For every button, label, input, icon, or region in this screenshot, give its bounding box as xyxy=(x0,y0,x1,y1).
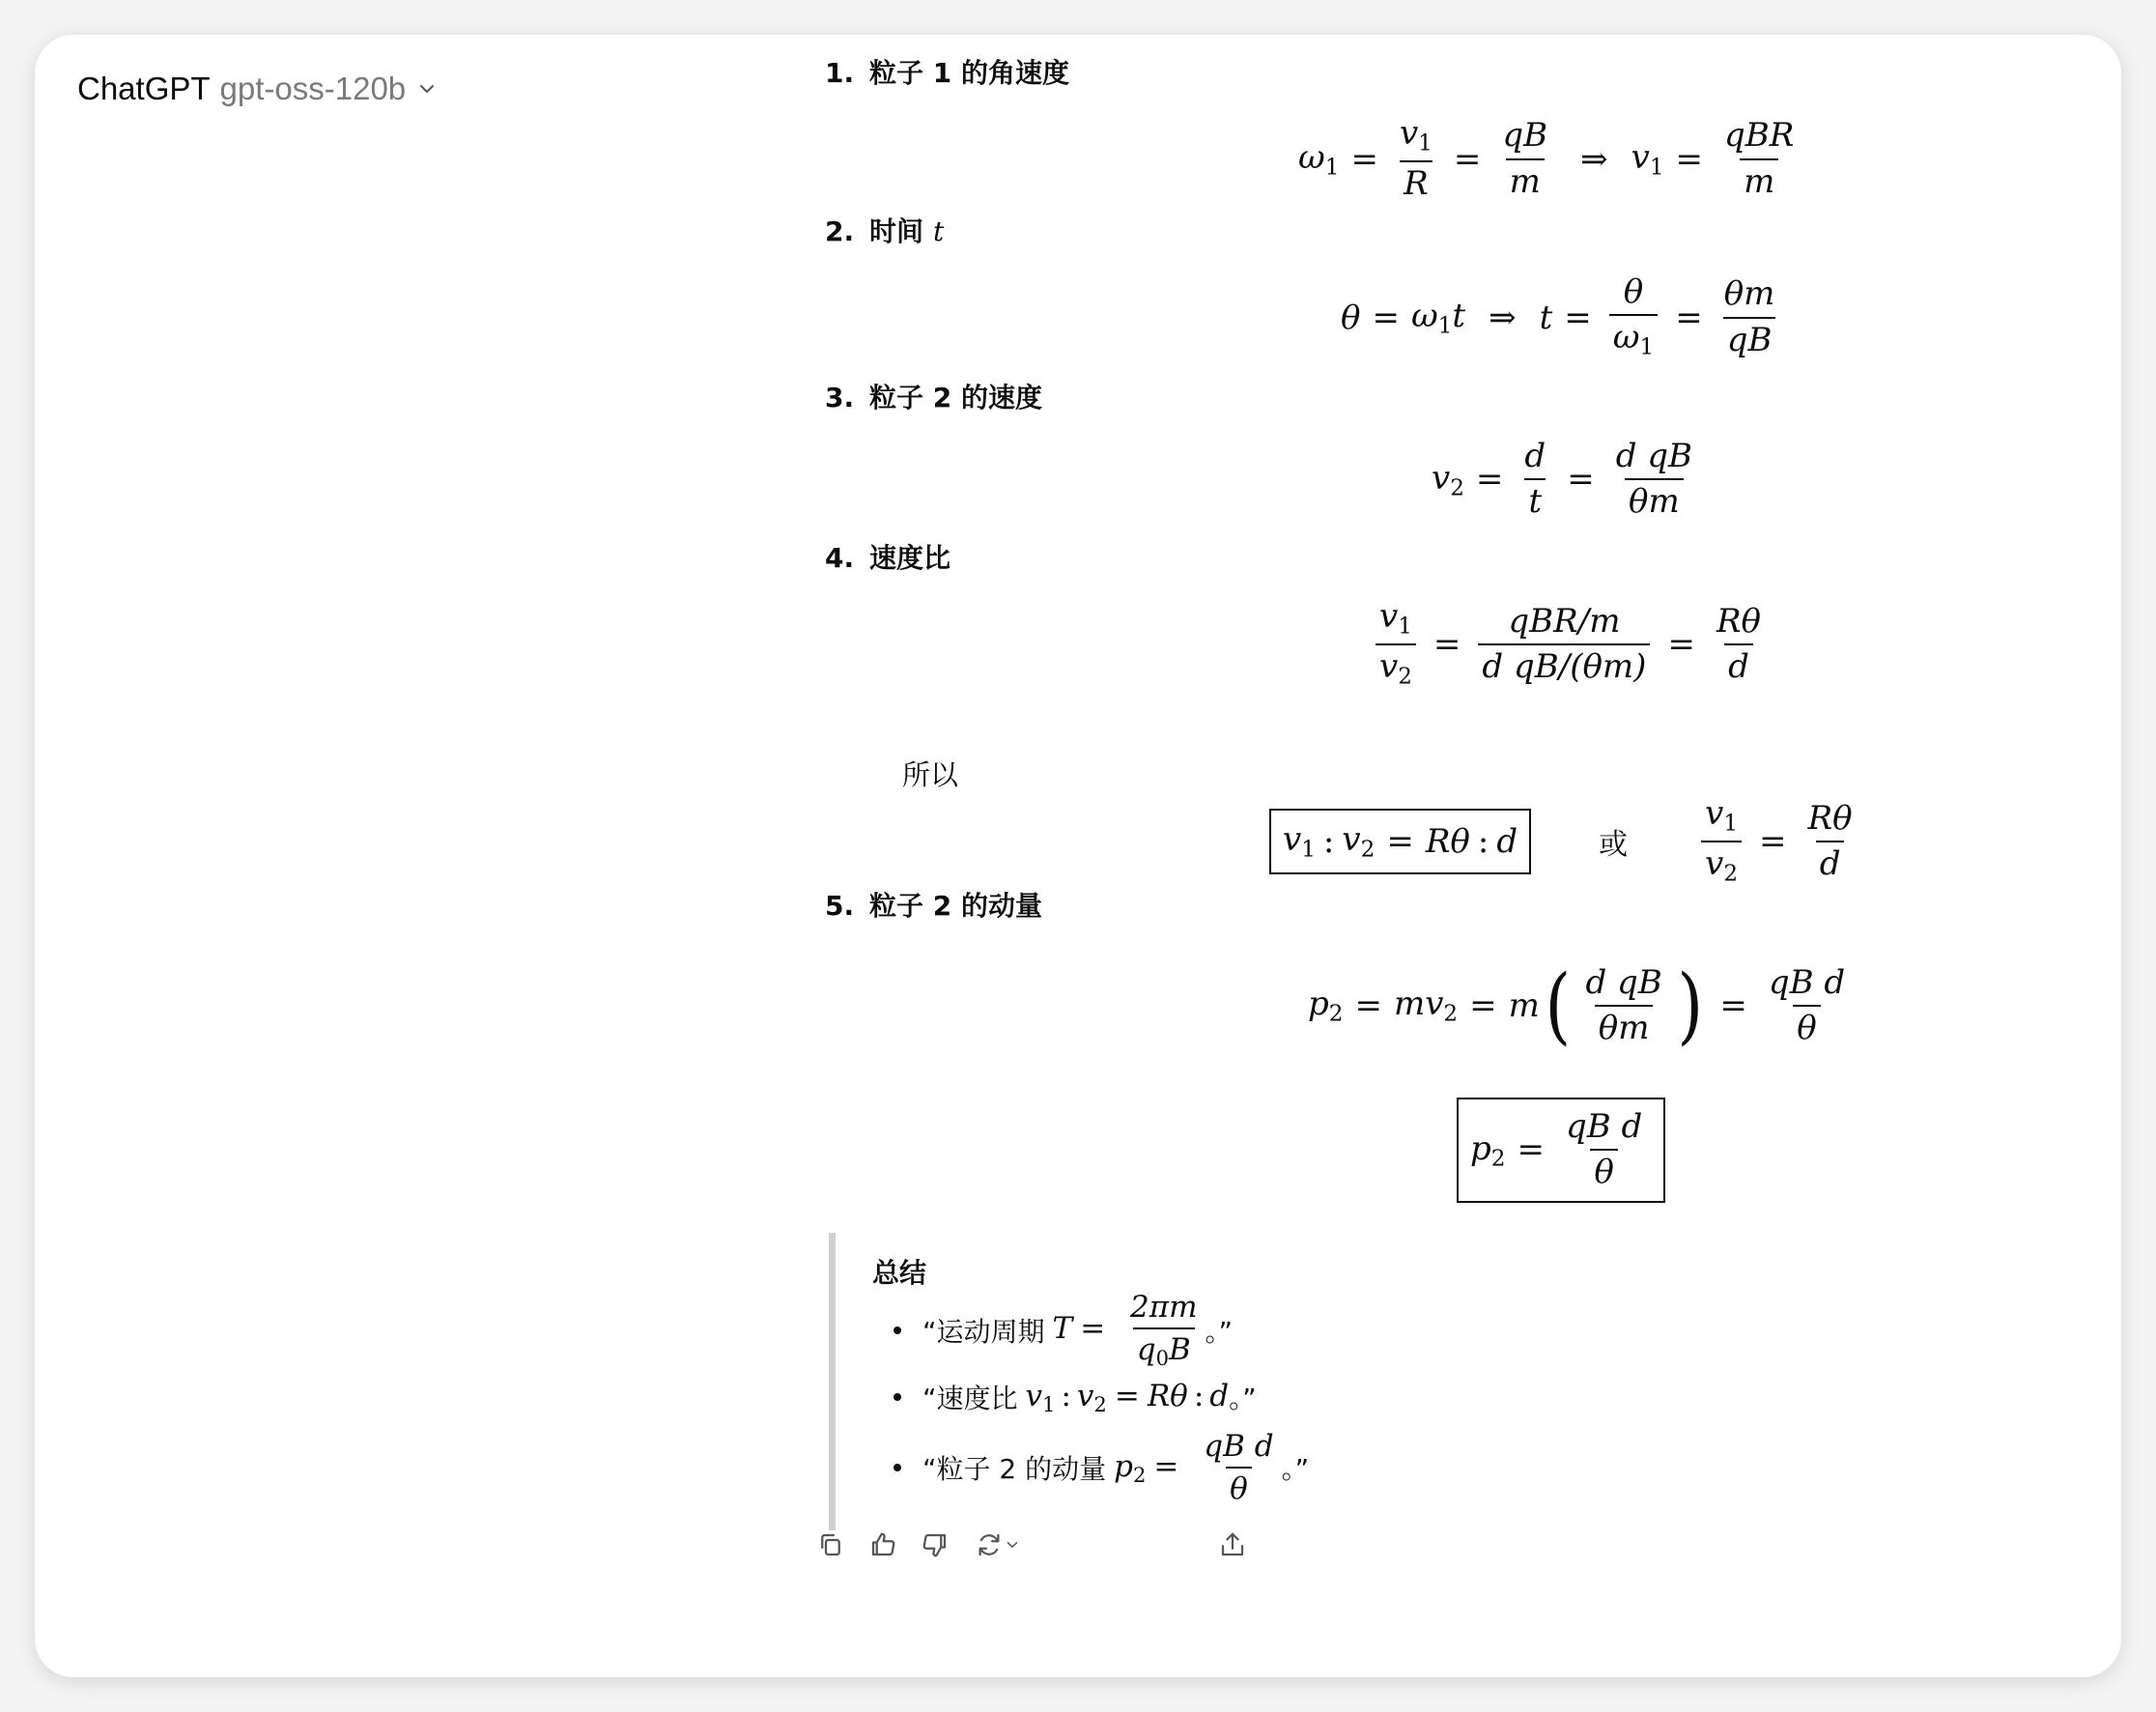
summary-item-momentum xyxy=(894,1430,1309,1505)
summary-formula: T = $\frac{2\pi m}{q_0B}$ xyxy=(1052,1290,1198,1370)
thumbs-up-button[interactable] xyxy=(860,1522,906,1568)
chat-window xyxy=(35,35,2121,1677)
step-title: 速度比 xyxy=(869,542,951,574)
summary-item-period xyxy=(894,1291,1233,1369)
boxed-momentum: $p_2$ = $\frac{\text{qB d}}{\theta}$ xyxy=(1457,1098,1665,1203)
step-number: 4. xyxy=(825,542,855,574)
step-heading-1 xyxy=(825,52,1069,91)
share-button[interactable] xyxy=(1209,1522,1256,1568)
share-icon xyxy=(1218,1530,1247,1559)
step-number: 5. xyxy=(825,890,855,922)
copy-icon xyxy=(816,1530,845,1559)
step-number: 3. xyxy=(825,382,855,414)
step-title: 粒子 1 的角速度 xyxy=(869,57,1069,89)
regenerate-button[interactable] xyxy=(964,1522,1032,1568)
step-variable: t xyxy=(933,215,945,247)
step-title: 粒子 2 的速度 xyxy=(869,382,1042,414)
equation-time: θ = $\omega_1t$ ⇒ t = $\frac{\theta}{\omega_1}$ = $\frac{\theta m}{qB}$ xyxy=(1341,272,1775,360)
equation-momentum-boxed xyxy=(1457,1098,1665,1203)
thumbs-down-icon xyxy=(921,1530,950,1559)
message-actions xyxy=(808,1521,1262,1569)
equation-velocity-ratio: $\frac{v_1}{v_2}$ = $\frac{\text{qBR/m}}{\text{d qB/(θm)}}$ = $\frac{R\theta}{d}$ xyxy=(1370,599,1771,690)
so-text: 所以 xyxy=(902,758,959,791)
step-heading-5 xyxy=(825,885,1042,924)
step-title: 时间 xyxy=(869,215,924,247)
summary-title: 总结 xyxy=(872,1257,927,1289)
thumbs-down-button[interactable] xyxy=(912,1522,958,1568)
equation-velocity-2: $v_2$ = $\frac{d}{t}$ = $\frac{\text{d qB}}{\theta m}$ xyxy=(1432,437,1693,522)
step-heading-2 xyxy=(825,211,944,249)
summary-text: 。” xyxy=(1281,1453,1310,1486)
chevron-down-icon xyxy=(417,79,437,99)
summary-text: 。” xyxy=(1229,1383,1257,1414)
bullet-dot xyxy=(894,1464,901,1471)
equation-ratio-result: $v_1$ : $v_2$ = Rθ : d 或 $\frac{v_1}{v_2}$ = $\frac{R\theta}{d}$ xyxy=(1269,796,1862,887)
chevron-down-icon xyxy=(1004,1536,1021,1554)
summary-text: “运动周期 xyxy=(922,1315,1045,1348)
summary-formula: $p_2$ = $\frac{\text{qB d}}{\theta}$ xyxy=(1114,1429,1274,1507)
regenerate-icon xyxy=(975,1530,1004,1559)
step-number: 2. xyxy=(825,215,855,247)
equation-angular-velocity: $\omega_1$ = $\frac{v_1}{R}$ = $\frac{qB}{m}$ ⇒ $v_1$ = $\frac{\text{qBR}}{m}$ xyxy=(1298,114,1795,203)
app-name: ChatGPT xyxy=(77,71,211,106)
copy-button[interactable] xyxy=(808,1522,854,1568)
summary-blockquote xyxy=(829,1233,1512,1530)
summary-text: “速度比 xyxy=(922,1383,1018,1414)
model-name: gpt-oss-120b xyxy=(219,71,407,106)
summary-text: “粒子 2 的动量 xyxy=(922,1453,1107,1486)
step-title: 粒子 2 的动量 xyxy=(869,890,1042,922)
step-heading-3 xyxy=(825,377,1042,415)
model-selector[interactable] xyxy=(77,58,437,120)
equation-momentum: $p_2$ = $mv_2$ = m ( $\frac{\text{d qB}}{\theta m}$ ) = $\frac{\text{qB d}}{\theta}$ xyxy=(1308,957,1846,1054)
step-heading-4 xyxy=(825,537,950,576)
step-number: 1. xyxy=(825,57,855,89)
thumbs-up-icon xyxy=(868,1530,897,1559)
or-text: 或 xyxy=(1599,827,1629,862)
summary-item-ratio xyxy=(894,1378,1257,1416)
boxed-ratio: $v_1$ : $v_2$ = Rθ : d xyxy=(1269,809,1531,873)
summary-text: 。” xyxy=(1205,1315,1234,1348)
summary-formula: $v_1$ : $v_2 = R\theta$ : d xyxy=(1025,1378,1230,1416)
bullet-dot xyxy=(894,1327,901,1334)
bullet-dot xyxy=(894,1393,901,1401)
